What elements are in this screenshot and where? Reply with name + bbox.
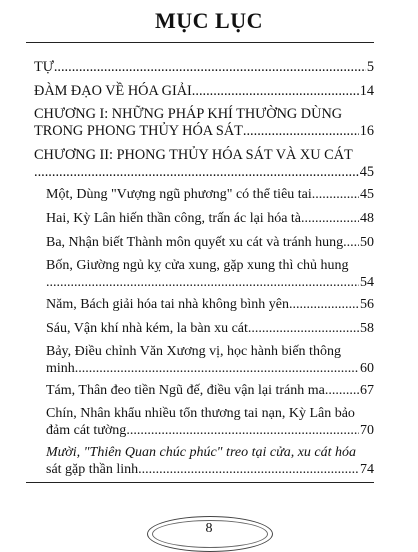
toc-entry-title: ĐÀM ĐẠO VỀ HÓA GIẢI <box>34 83 192 99</box>
toc-sub-entry-1[interactable] <box>46 186 374 203</box>
toc-entry-title-line1: Mười, "Thiên Quan chúc phúc" treo tại cửa, xu cát hóa <box>46 445 357 460</box>
toc-page-number: 54 <box>360 275 374 290</box>
dot-leader <box>75 360 359 377</box>
toc-entry-title: Một, Dùng "Vượng ngũ phương" có thể tiêu tai <box>46 187 312 202</box>
toc-sub-entry-5[interactable] <box>46 296 374 313</box>
toc-entry-tu[interactable] <box>34 59 374 76</box>
toc-sub-entry-10[interactable] <box>46 444 374 478</box>
toc-entry-title-line1: CHƯƠNG II: PHONG THỦY HÓA SÁT VÀ XU CÁT <box>34 147 353 163</box>
dot-leader <box>343 234 359 251</box>
dot-leader <box>289 296 359 313</box>
toc-entry-chuong-1[interactable] <box>34 106 374 140</box>
toc-sub-entry-2[interactable] <box>46 210 374 227</box>
toc-page-number: 70 <box>360 423 374 438</box>
bottom-rule <box>26 482 374 483</box>
dot-leader <box>301 210 359 227</box>
dot-leader <box>54 59 366 76</box>
toc-page-number: 5 <box>366 59 374 75</box>
toc-page-number: 74 <box>360 462 374 477</box>
toc-page-number: 45 <box>359 164 374 180</box>
dot-leader <box>46 274 359 291</box>
dot-leader <box>325 382 359 399</box>
toc-page-number: 48 <box>360 211 374 226</box>
toc-page-number: 16 <box>359 123 374 139</box>
top-rule <box>26 42 374 43</box>
dot-leader <box>126 422 359 439</box>
dot-leader <box>34 164 359 181</box>
toc-page-number: 45 <box>360 187 374 202</box>
dot-leader <box>248 320 359 337</box>
toc-page-number: 56 <box>360 297 374 312</box>
dot-leader <box>243 123 359 140</box>
page-title: MỤC LỤC <box>155 8 263 33</box>
toc-sub-entry-6[interactable] <box>46 320 374 337</box>
toc-entry-title-line1: Bốn, Giường ngủ kỵ cửa xung, gặp xung thì chủ hung <box>46 258 349 273</box>
toc-sub-entry-7[interactable] <box>46 343 374 377</box>
toc-entry-title: Năm, Bách giải hóa tai nhà không bình yên <box>46 297 289 312</box>
toc-entry-title: TỰ <box>34 59 54 75</box>
toc-entry-title-line1: Chín, Nhân khẩu nhiều tổn thương tai nạn, Kỳ Lân bảo <box>46 406 355 421</box>
toc-entry-title-line2: minh <box>46 361 75 376</box>
toc-sub-entry-9[interactable] <box>46 405 374 439</box>
toc-entry-title: Ba, Nhận biết Thành môn quyết xu cát và tránh hung <box>46 235 344 250</box>
dot-leader <box>138 461 359 478</box>
toc-page-number: 14 <box>359 83 374 99</box>
dot-leader <box>192 83 359 100</box>
toc-sub-entry-8[interactable] <box>46 382 374 399</box>
toc-sub-entry-4[interactable] <box>46 257 374 291</box>
page-number: 8 <box>205 521 213 536</box>
toc-page-number: 67 <box>360 383 374 398</box>
toc-entry-title: Tám, Thân đeo tiền Ngũ đế, điều vận lại tránh ma <box>46 383 325 398</box>
toc-entry-title: Hai, Kỳ Lân hiến thần công, trấn ác lại hóa tà <box>46 211 302 226</box>
toc-page-number: 60 <box>360 361 374 376</box>
toc-entry-dam-dao[interactable] <box>34 83 374 100</box>
toc-page-number: 50 <box>360 235 374 250</box>
toc-entry-chuong-2[interactable] <box>34 147 374 181</box>
toc-sub-entry-3[interactable] <box>46 234 374 251</box>
toc-page-number: 58 <box>360 321 374 336</box>
toc-entry-title-line2: đảm cát tường <box>46 423 127 438</box>
toc-entry-title-line1: Bảy, Điều chỉnh Văn Xương vị, học hành biến thông <box>46 344 341 359</box>
toc-entry-title-line2: TRONG PHONG THỦY HÓA SÁT <box>34 123 243 139</box>
toc-entry-title-line1: CHƯƠNG I: NHỮNG PHÁP KHÍ THƯỜNG DÙNG <box>34 106 343 122</box>
dot-leader <box>312 186 359 203</box>
toc-entry-title-line2: sát gặp thần linh <box>46 462 139 477</box>
toc-entry-title: Sáu, Vận khí nhà kém, la bàn xu cát <box>46 321 248 336</box>
